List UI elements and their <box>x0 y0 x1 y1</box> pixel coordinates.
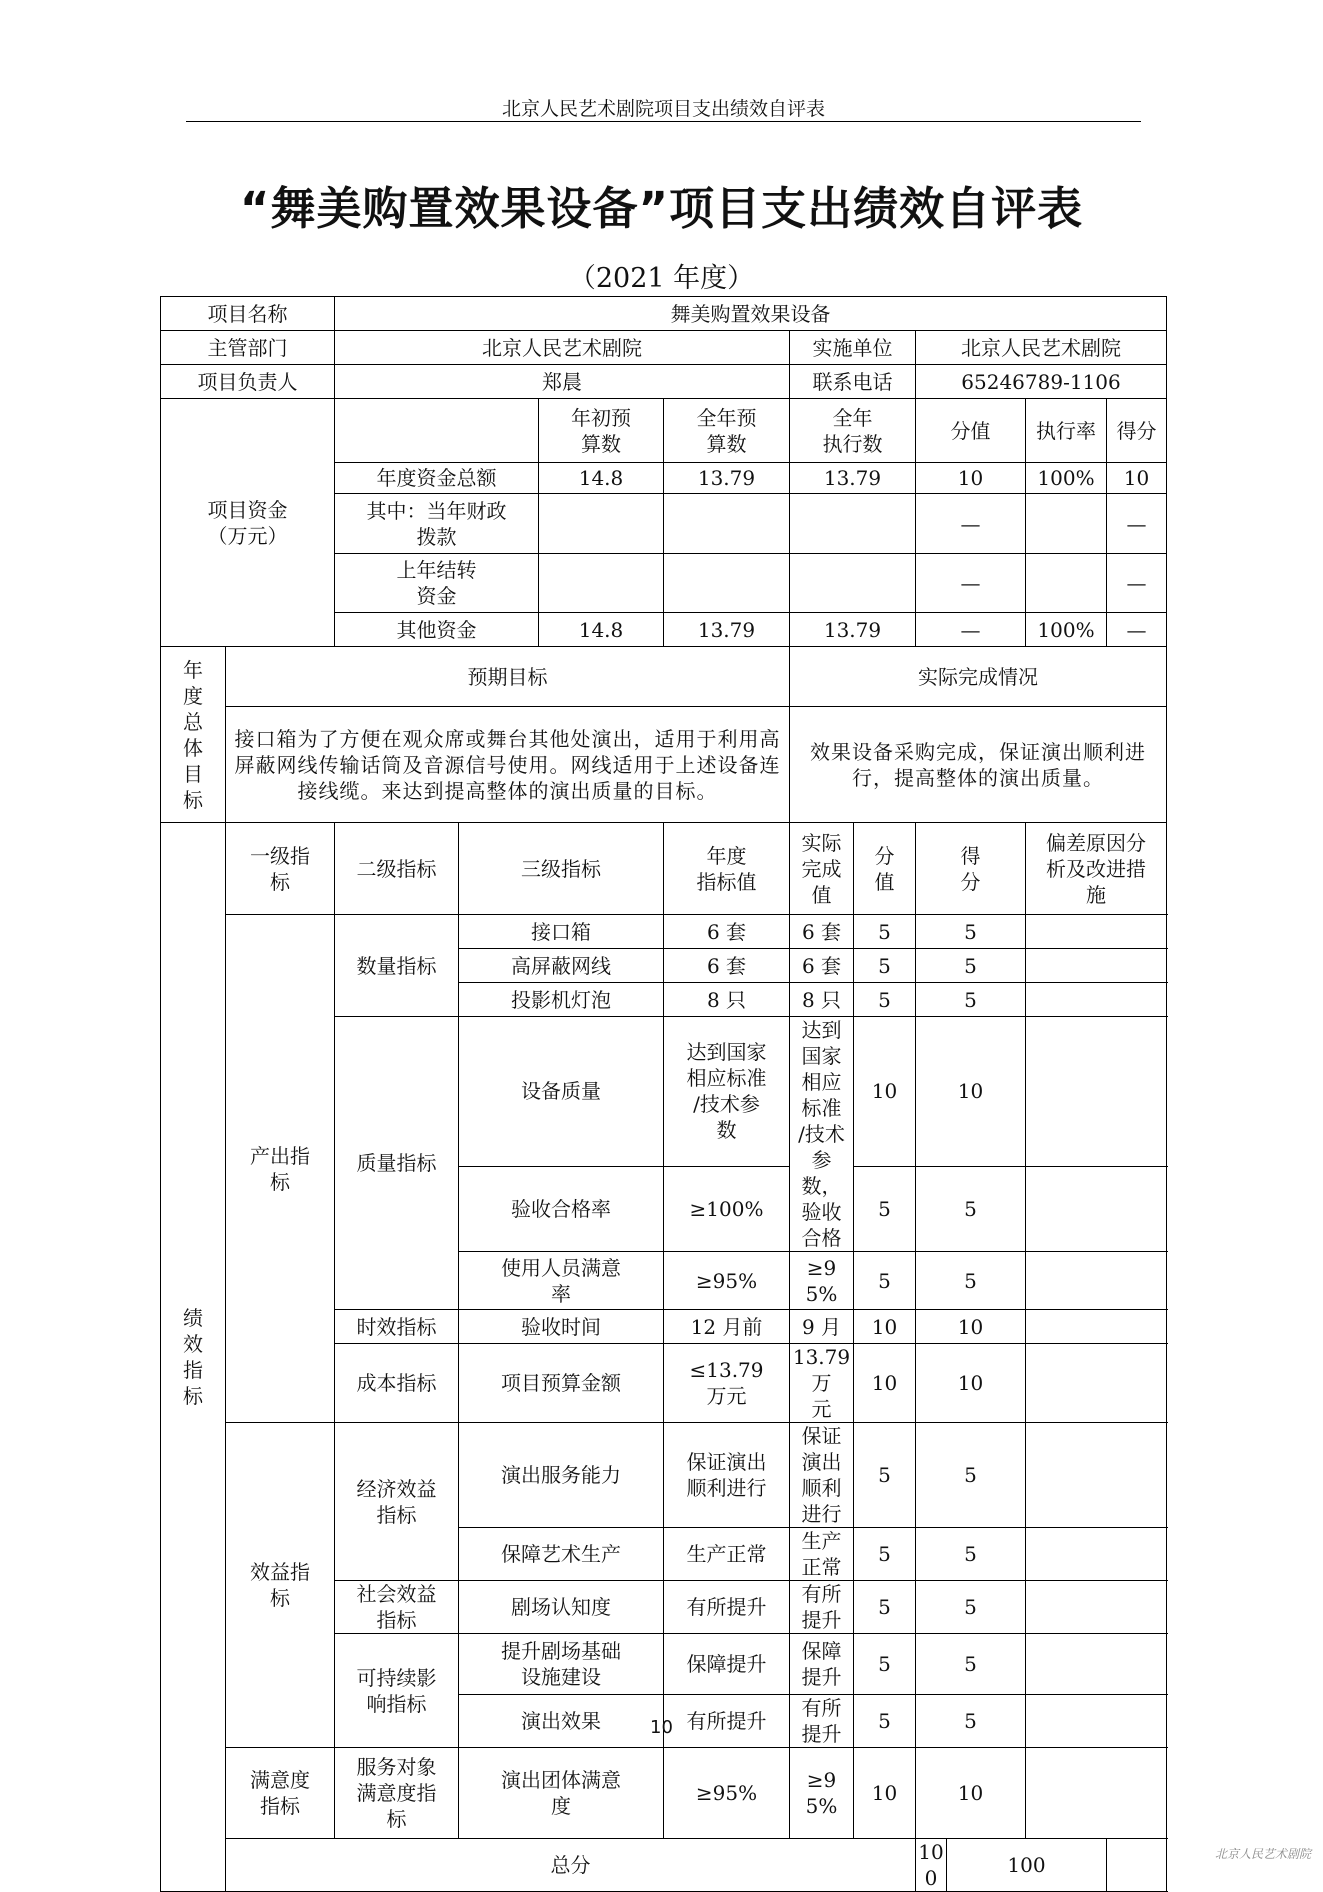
indicator-header-cell: 分 值 <box>854 823 916 915</box>
indicator-deviation <box>1026 1581 1167 1634</box>
indicator-target: 有所提升 <box>664 1581 790 1634</box>
indicator-name: 验收时间 <box>459 1310 664 1344</box>
indicator-actual: 13.79 万 元 <box>790 1344 854 1423</box>
indicator-name: 剧场认知度 <box>459 1581 664 1634</box>
indicator-name: 设备质量 <box>459 1017 664 1167</box>
funds-cell: 13.79 <box>790 613 916 647</box>
indicator-value: 5 <box>854 1252 916 1310</box>
indicator-target: 12 月前 <box>664 1310 790 1344</box>
indicator-score: 5 <box>916 1634 1026 1695</box>
funds-cell: — <box>916 613 1026 647</box>
funds-cell <box>790 554 916 613</box>
funds-cell: — <box>1107 613 1167 647</box>
indicator-target: ≤13.79 万元 <box>664 1344 790 1423</box>
indicator-value: 10 <box>854 1310 916 1344</box>
indicator-deviation <box>1026 915 1167 949</box>
indicator-deviation <box>1026 1252 1167 1310</box>
indicator-actual: ≥95% <box>790 1748 854 1839</box>
indicator-actual: 生产正常 <box>790 1528 854 1581</box>
indicators-side-label: 绩 效 指 标 <box>161 823 226 1892</box>
watermark-logo: 北京人民艺术剧院 <box>1214 1847 1311 1861</box>
funds-cell <box>539 554 664 613</box>
funds-cell: 14.8 <box>539 613 664 647</box>
indicator-row <box>161 1423 1167 1528</box>
funds-row-name: 其他资金 <box>335 613 539 647</box>
funds-row-name: 其中：当年财政 拨款 <box>335 494 539 554</box>
total-label: 总分 <box>226 1839 916 1892</box>
indicator-name: 项目预算金额 <box>459 1344 664 1423</box>
level2-timeliness: 时效指标 <box>335 1310 459 1344</box>
funds-cell: 100% <box>1026 613 1107 647</box>
header-rule <box>186 121 1141 122</box>
indicator-name: 保障艺术生产 <box>459 1528 664 1581</box>
indicator-target: 6 套 <box>664 915 790 949</box>
level2-quantity: 数量指标 <box>335 915 459 1017</box>
level1-benefit: 效益指 标 <box>226 1423 335 1748</box>
project-name-label: 项目名称 <box>161 297 335 331</box>
funds-cell: 100% <box>1026 463 1107 494</box>
running-header: 北京人民艺术剧院项目支出绩效自评表 <box>501 98 825 120</box>
indicator-score: 5 <box>916 1581 1026 1634</box>
total-score: 100 <box>947 1839 1107 1892</box>
indicator-actual: 9 月 <box>790 1310 854 1344</box>
indicator-deviation <box>1026 949 1167 983</box>
indicator-deviation <box>1026 1634 1167 1695</box>
indicator-header-cell: 二级指标 <box>335 823 459 915</box>
indicator-header-cell: 得 分 <box>916 823 1026 915</box>
indicator-value: 10 <box>854 1344 916 1423</box>
indicator-score: 5 <box>916 1423 1026 1528</box>
funds-header-cell: 分值 <box>916 399 1026 463</box>
indicator-target: 保障提升 <box>664 1634 790 1695</box>
indicator-target: ≥95% <box>664 1748 790 1839</box>
indicator-deviation <box>1026 1310 1167 1344</box>
funds-cell <box>664 494 790 554</box>
goals-side-label: 年 度 总 体 目 标 <box>161 647 226 823</box>
indicator-header-cell: 实际 完成值 <box>790 823 854 915</box>
indicator-value: 5 <box>854 1695 916 1748</box>
indicator-score: 5 <box>916 1166 1026 1251</box>
indicator-score: 10 <box>916 1748 1026 1839</box>
funds-cell: 13.79 <box>790 463 916 494</box>
page-number: 10 <box>650 1717 673 1738</box>
indicator-row <box>161 1748 1167 1839</box>
indicator-header-cell: 偏差原因分 析及改进措 施 <box>1026 823 1167 915</box>
level2-cost: 成本指标 <box>335 1344 459 1423</box>
indicator-deviation <box>1026 1423 1167 1528</box>
indicator-score: 5 <box>916 983 1026 1017</box>
funds-header-cell: 全年 执行数 <box>790 399 916 463</box>
indicator-value: 5 <box>854 915 916 949</box>
document-title: “舞美购置效果设备”项目支出绩效自评表 <box>239 182 1084 235</box>
indicator-header-cell: 三级指标 <box>459 823 664 915</box>
indicator-value: 5 <box>854 1166 916 1251</box>
indicator-deviation <box>1026 983 1167 1017</box>
level2-service: 服务对象 满意度指 标 <box>335 1748 459 1839</box>
indicator-deviation <box>1026 1528 1167 1581</box>
indicators-header-row <box>161 823 1167 915</box>
indicator-score: 5 <box>916 915 1026 949</box>
department-row <box>161 331 1167 365</box>
level1-satisfaction: 满意度 指标 <box>226 1748 335 1839</box>
funds-row-name: 上年结转 资金 <box>335 554 539 613</box>
funds-cell: — <box>1107 554 1167 613</box>
indicator-actual: 6 套 <box>790 949 854 983</box>
indicator-name: 演出团体满意 度 <box>459 1748 664 1839</box>
funds-header-cell: 执行率 <box>1026 399 1107 463</box>
funds-blank-header <box>335 399 539 463</box>
indicator-actual: 6 套 <box>790 915 854 949</box>
indicator-target: ≥100% <box>664 1166 790 1251</box>
funds-cell <box>539 494 664 554</box>
indicator-actual: 有所提升 <box>790 1695 854 1748</box>
funds-row-name: 年度资金总额 <box>335 463 539 494</box>
indicator-score: 10 <box>916 1310 1026 1344</box>
indicator-actual: 有所提升 <box>790 1581 854 1634</box>
funds-header-cell: 得分 <box>1107 399 1167 463</box>
funds-header-cell: 全年预 算数 <box>664 399 790 463</box>
indicator-deviation <box>1026 1166 1167 1251</box>
unit-label: 实施单位 <box>790 331 916 365</box>
indicator-target: 达到国家 相应标准 /技术参 数 <box>664 1017 790 1167</box>
indicator-score: 5 <box>916 949 1026 983</box>
indicator-name: 高屏蔽网线 <box>459 949 664 983</box>
funds-label: 项目资金 （万元） <box>161 399 335 647</box>
indicator-header-cell: 年度 指标值 <box>664 823 790 915</box>
indicator-target: 生产正常 <box>664 1528 790 1581</box>
indicator-deviation <box>1026 1344 1167 1423</box>
indicator-score: 5 <box>916 1695 1026 1748</box>
indicator-name: 演出效果 <box>459 1695 664 1748</box>
funds-cell <box>1026 494 1107 554</box>
phone-value: 65246789-1106 <box>916 365 1167 399</box>
funds-cell <box>790 494 916 554</box>
funds-cell: 14.8 <box>539 463 664 494</box>
funds-cell: — <box>916 554 1026 613</box>
indicator-value: 5 <box>854 1423 916 1528</box>
indicator-score: 10 <box>916 1344 1026 1423</box>
indicator-target: 6 套 <box>664 949 790 983</box>
indicator-name: 提升剧场基础 设施建设 <box>459 1634 664 1695</box>
indicator-value: 5 <box>854 1634 916 1695</box>
indicator-name: 投影机灯泡 <box>459 983 664 1017</box>
indicator-target: 8 只 <box>664 983 790 1017</box>
indicator-target: ≥95% <box>664 1252 790 1310</box>
level2-quality: 质量指标 <box>335 1017 459 1310</box>
indicator-value: 5 <box>854 1528 916 1581</box>
goals-text-row <box>161 707 1167 823</box>
indicator-score: 5 <box>916 1528 1026 1581</box>
indicator-value: 5 <box>854 983 916 1017</box>
phone-label: 联系电话 <box>790 365 916 399</box>
funds-header-cell: 年初预 算数 <box>539 399 664 463</box>
level2-sustainable: 可持续影 响指标 <box>335 1634 459 1748</box>
leader-value: 郑晨 <box>335 365 790 399</box>
leader-label: 项目负责人 <box>161 365 335 399</box>
actual-result-header: 实际完成情况 <box>790 647 1167 707</box>
funds-cell: — <box>916 494 1026 554</box>
level1-output: 产出指 标 <box>226 915 335 1423</box>
indicator-value: 5 <box>854 949 916 983</box>
funds-header-row <box>161 399 1167 463</box>
indicator-value: 10 <box>854 1017 916 1167</box>
indicator-actual: ≥95% <box>790 1252 854 1310</box>
expected-goal-text: 接口箱为了方便在观众席或舞台其他处演出，适用于利用高屏蔽网线传输话筒及音源信号使用。网线适用于上述设备连接线缆。来达到提高整体的演出质量的目标。 <box>226 707 790 823</box>
project-name-row <box>161 297 1167 331</box>
funds-cell <box>664 554 790 613</box>
indicator-name: 接口箱 <box>459 915 664 949</box>
document-subtitle: （2021 年度） <box>568 263 755 294</box>
actual-result-text: 效果设备采购完成，保证演出顺利进行，提高整体的演出质量。 <box>790 707 1167 823</box>
funds-cell: 13.79 <box>664 463 790 494</box>
indicator-actual: 保障提升 <box>790 1634 854 1695</box>
funds-cell <box>1026 554 1107 613</box>
indicator-deviation <box>1026 1017 1167 1167</box>
funds-cell: 10 <box>1107 463 1167 494</box>
indicator-name: 演出服务能力 <box>459 1423 664 1528</box>
indicator-value: 5 <box>854 1581 916 1634</box>
indicator-value: 10 <box>854 1748 916 1839</box>
indicator-row <box>161 915 1167 949</box>
funds-cell: 13.79 <box>664 613 790 647</box>
dept-label: 主管部门 <box>161 331 335 365</box>
expected-goal-header: 预期目标 <box>226 647 790 707</box>
project-name-value: 舞美购置效果设备 <box>335 297 1167 331</box>
dept-value: 北京人民艺术剧院 <box>335 331 790 365</box>
goals-header-row <box>161 647 1167 707</box>
funds-cell: — <box>1107 494 1167 554</box>
level2-economic: 经济效益 指标 <box>335 1423 459 1581</box>
total-row <box>161 1839 1167 1892</box>
indicator-score: 10 <box>916 1017 1026 1167</box>
indicator-actual: 8 只 <box>790 983 854 1017</box>
indicator-header-cell: 一级指 标 <box>226 823 335 915</box>
indicator-deviation <box>1026 1748 1167 1839</box>
leader-row <box>161 365 1167 399</box>
indicator-name: 使用人员满意 率 <box>459 1252 664 1310</box>
unit-value: 北京人民艺术剧院 <box>916 331 1167 365</box>
evaluation-table <box>160 296 1167 1892</box>
total-blank <box>1107 1839 1167 1892</box>
indicator-target: 有所提升 <box>664 1695 790 1748</box>
indicator-actual: 保证演出 顺利进行 <box>790 1423 854 1528</box>
level2-social: 社会效益 指标 <box>335 1581 459 1634</box>
indicator-target: 保证演出 顺利进行 <box>664 1423 790 1528</box>
indicator-score: 5 <box>916 1252 1026 1310</box>
indicator-actual: 达到国家 相应标准 /技术参 数，验收 合格 <box>790 1017 854 1252</box>
indicator-name: 验收合格率 <box>459 1166 664 1251</box>
total-value: 100 <box>916 1839 947 1892</box>
funds-cell: 10 <box>916 463 1026 494</box>
